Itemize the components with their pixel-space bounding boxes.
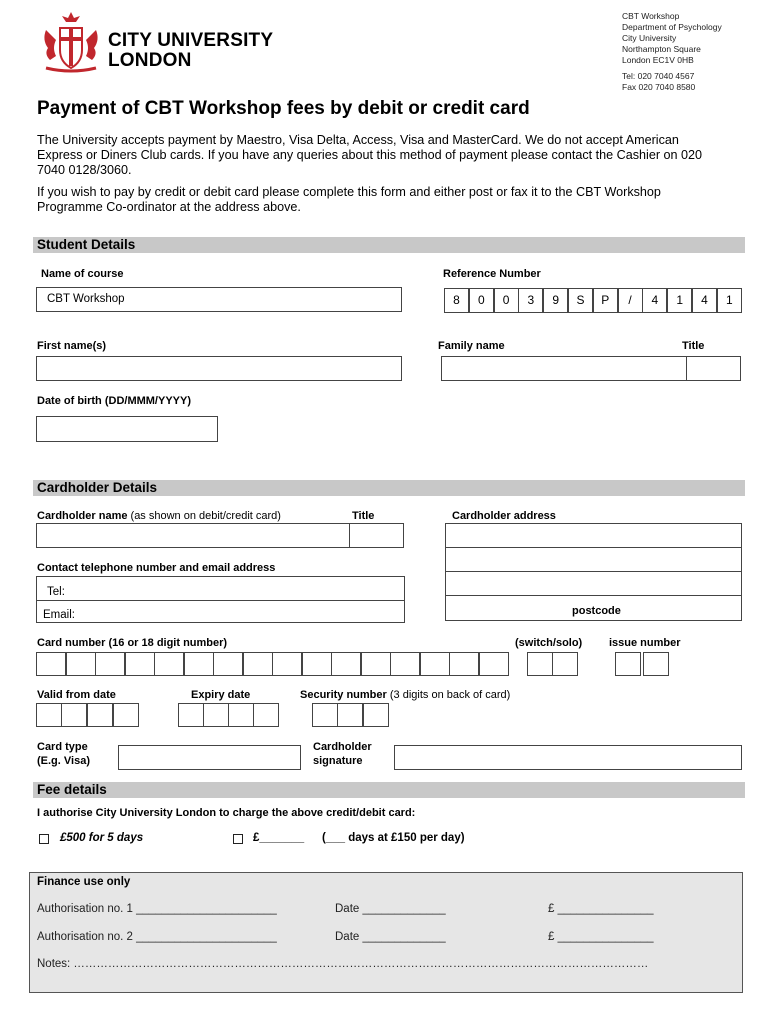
card-number-cell[interactable] — [302, 652, 332, 676]
cardholder-details-heading: Cardholder Details — [33, 480, 745, 496]
card-number-cell[interactable] — [66, 652, 96, 676]
card-number-cell[interactable] — [154, 652, 184, 676]
address-line-2-field[interactable] — [445, 547, 742, 572]
reference-number-cell[interactable]: / — [618, 288, 643, 313]
switch-solo-cell[interactable] — [527, 652, 553, 676]
intro-paragraph-1: The University accepts payment by Maestro, Visa Delta, Access, Visa and MasterCard. We do not accept American Express or Diners Club cards. If you have any queries about this method of payment please contact the Cashier on 020 7040 0128/3060. — [37, 133, 703, 177]
card-number-label: Card number (16 or 18 digit number) — [37, 637, 228, 649]
issue-number-label: issue number — [609, 637, 681, 649]
student-title-label: Title — [682, 340, 705, 352]
card-number-cell[interactable] — [272, 652, 302, 676]
first-name-label: First name(s) — [37, 340, 107, 352]
date-1: Date _____________ — [335, 903, 446, 915]
reference-number-cell[interactable]: 1 — [667, 288, 692, 313]
issue-number-cell[interactable] — [643, 652, 669, 676]
address-tel: Tel: 020 7040 4567 — [622, 71, 695, 81]
authorisation-1: Authorisation no. 1 ______________________ — [37, 903, 277, 915]
reference-number-cell[interactable]: 4 — [642, 288, 667, 313]
security-note: (3 digits on back of card) — [389, 689, 511, 701]
card-number-cell[interactable] — [420, 652, 450, 676]
course-label: Name of course — [41, 268, 124, 280]
card-number-cell[interactable] — [479, 652, 509, 676]
card-number-cell[interactable] — [95, 652, 125, 676]
security-label-text: Security number — [300, 689, 387, 701]
expiry-cell[interactable] — [228, 703, 254, 727]
student-details-heading: Student Details — [33, 237, 745, 253]
reference-number-cell[interactable]: 0 — [469, 288, 494, 313]
address-line-3-field[interactable] — [445, 571, 742, 596]
dob-field[interactable] — [36, 416, 218, 442]
finance-use-box — [29, 872, 743, 993]
expiry-cell[interactable] — [203, 703, 229, 727]
security-cell[interactable] — [337, 703, 363, 727]
card-type-label: Card type — [37, 741, 88, 753]
signature-label-2: signature — [313, 755, 363, 767]
card-number-cell[interactable] — [213, 652, 243, 676]
cardholder-title-label: Title — [352, 510, 375, 522]
authorise-text: I authorise City University London to charge the above credit/debit card: — [37, 807, 416, 819]
address-line: Department of Psychology — [622, 22, 722, 32]
option-custom-days: (___ days at £150 per day) — [322, 832, 465, 844]
page-title: Payment of CBT Workshop fees by debit or credit card — [37, 98, 530, 119]
address-line-1-field[interactable] — [445, 523, 742, 548]
option-500-label: £500 for 5 days — [60, 832, 144, 844]
reference-number-cell[interactable]: 0 — [494, 288, 519, 313]
course-value: CBT Workshop — [47, 293, 125, 305]
reference-number-cell[interactable]: P — [593, 288, 618, 313]
option-500-checkbox[interactable] — [39, 834, 49, 844]
security-cell[interactable] — [363, 703, 389, 727]
amount-1: £ _______________ — [548, 903, 654, 915]
card-number-cell[interactable] — [449, 652, 479, 676]
card-type-field[interactable] — [118, 745, 301, 770]
security-cell[interactable] — [312, 703, 338, 727]
reference-label: Reference Number — [443, 268, 541, 280]
signature-label-1: Cardholder — [313, 741, 372, 753]
reference-number-cell[interactable]: 4 — [692, 288, 717, 313]
email-label: Email: — [43, 609, 75, 621]
address-line: London EC1V 0HB — [622, 55, 694, 65]
card-number-cell[interactable] — [390, 652, 420, 676]
switch-solo-cell[interactable] — [552, 652, 578, 676]
amount-2: £ _______________ — [548, 931, 654, 943]
cardholder-name-label-text: Cardholder name — [37, 510, 128, 522]
cardholder-name-field[interactable] — [36, 523, 350, 548]
valid-from-label: Valid from date — [37, 689, 116, 701]
cardholder-name-label — [37, 510, 281, 522]
card-number-cell[interactable] — [243, 652, 273, 676]
security-label — [300, 689, 510, 701]
valid-from-cell[interactable] — [113, 703, 139, 727]
student-title-field[interactable] — [686, 356, 741, 381]
postcode-field[interactable] — [445, 595, 742, 621]
university-logo — [38, 10, 288, 76]
date-2: Date _____________ — [335, 931, 446, 943]
expiry-cell[interactable] — [253, 703, 279, 727]
valid-from-cell[interactable] — [36, 703, 62, 727]
contact-label: Contact telephone number and email address — [37, 562, 276, 574]
card-number-cell[interactable] — [331, 652, 361, 676]
logo-line-2: LONDON — [108, 50, 192, 71]
issue-number-cell[interactable] — [615, 652, 641, 676]
logo-line-1: CITY UNIVERSITY — [108, 30, 274, 51]
reference-number-cell[interactable]: 8 — [444, 288, 469, 313]
reference-number-cell[interactable]: 3 — [518, 288, 543, 313]
option-custom-amount: £_______ — [253, 832, 305, 844]
cardholder-name-note: (as shown on debit/credit card) — [130, 510, 281, 522]
family-name-label: Family name — [438, 340, 505, 352]
reference-number-cell[interactable]: S — [568, 288, 593, 313]
intro-paragraph-2: If you wish to pay by credit or debit card please complete this form and either post or fax it to the CBT Workshop Programme Co-ordinator at the address above. — [37, 185, 661, 214]
card-type-note: (E.g. Visa) — [37, 755, 90, 767]
first-name-field[interactable] — [36, 356, 402, 381]
postcode-label: postcode — [572, 605, 621, 617]
card-number-cell[interactable] — [125, 652, 155, 676]
expiry-cell[interactable] — [178, 703, 204, 727]
address-fax: Fax 020 7040 8580 — [622, 82, 696, 92]
reference-number-cell[interactable]: 1 — [717, 288, 742, 313]
tel-label: Tel: — [47, 586, 65, 598]
crest-icon — [38, 10, 104, 76]
authorisation-2: Authorisation no. 2 ______________________ — [37, 931, 277, 943]
address-line: City University — [622, 33, 677, 43]
address-line: CBT Workshop — [622, 11, 680, 21]
finance-notes: Notes: …………………………………………………………………………………………………………………………………… — [37, 958, 649, 970]
reference-number-cell[interactable]: 9 — [543, 288, 568, 313]
course-field[interactable] — [36, 287, 402, 312]
contact-field[interactable] — [36, 576, 405, 623]
address-line: Northampton Square — [622, 44, 701, 54]
switch-solo-label: (switch/solo) — [515, 637, 583, 649]
card-number-cell[interactable] — [36, 652, 66, 676]
family-name-field[interactable] — [441, 356, 687, 381]
valid-from-cell[interactable] — [61, 703, 87, 727]
card-number-cell[interactable] — [184, 652, 214, 676]
card-number-cell[interactable] — [361, 652, 391, 676]
expiry-label: Expiry date — [191, 689, 251, 701]
dob-label: Date of birth (DD/MMM/YYYY) — [37, 395, 191, 407]
address-block — [622, 11, 722, 93]
option-custom-checkbox[interactable] — [233, 834, 243, 844]
signature-field[interactable] — [394, 745, 742, 770]
fee-details-heading: Fee details — [33, 782, 745, 798]
cardholder-title-field[interactable] — [349, 523, 404, 548]
cardholder-address-label: Cardholder address — [452, 510, 556, 522]
finance-heading: Finance use only — [37, 876, 131, 888]
valid-from-cell[interactable] — [87, 703, 113, 727]
